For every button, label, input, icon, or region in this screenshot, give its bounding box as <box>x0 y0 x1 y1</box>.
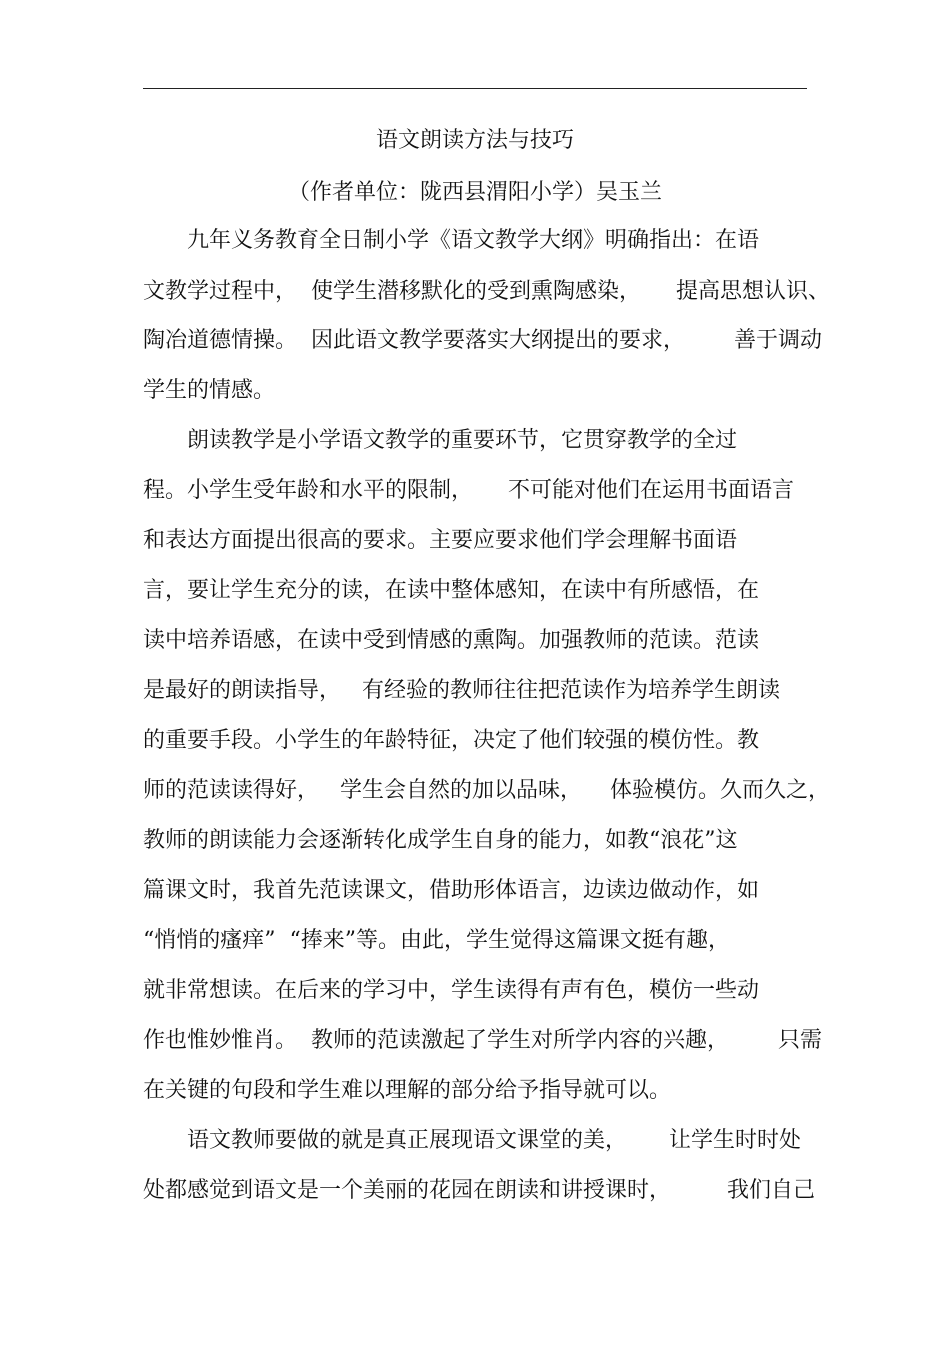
body-line-1: 九年义务教育全日制小学《语文教学大纲》明确指出：在语 <box>143 228 760 253</box>
body-line-13: 教师的朗读能力会逐渐转化成学生自身的能力，如教“浪花”这 <box>143 828 738 853</box>
body-line-9: 读中培养语感，在读中受到情感的熏陶。加强教师的范读。范读 <box>143 628 760 653</box>
author-line: （作者单位：陇西县渭阳小学）吴玉兰 <box>287 180 662 205</box>
body-line-5: 朗读教学是小学语文教学的重要环节，它贯穿教学的全过 <box>143 428 738 453</box>
body-line-14: 篇课文时，我首先范读课文，借助形体语言，边读边做动作，如 <box>143 878 760 903</box>
body-line-16: 就非常想读。在后来的学习中，学生读得有声有色，模仿一些动 <box>143 978 760 1003</box>
header-rule <box>143 88 807 89</box>
body-line-2: 文教学过程中， 使学生潜移默化的受到熏陶感染， 提高思想认识、 <box>143 279 830 304</box>
body-line-19: 语文教师要做的就是真正展现语文课堂的美， 让学生时时处 <box>143 1128 801 1153</box>
body-line-6: 程。小学生受年龄和水平的限制， 不可能对他们在运用书面语言 <box>143 478 794 503</box>
body-line-12: 师的范读读得好， 学生会自然的加以品味， 体验模仿。久而久之， <box>143 778 830 803</box>
body-line-20: 处都感觉到语文是一个美丽的花园在朗读和讲授课时， 我们自己 <box>143 1178 815 1203</box>
body-line-18: 在关键的句段和学生难以理解的部分给予指导就可以。 <box>143 1078 672 1103</box>
body-line-10: 是最好的朗读指导， 有经验的教师往往把范读作为培养学生朗读 <box>143 678 780 703</box>
body-line-3: 陶冶道德情操。 因此语文教学要落实大纲提出的要求， 善于调动 <box>143 328 822 353</box>
document-title: 语文朗读方法与技巧 <box>375 128 574 153</box>
body-line-17: 作也惟妙惟肖。 教师的范读激起了学生对所学内容的兴趣， 只需 <box>143 1028 822 1053</box>
body-line-7: 和表达方面提出很高的要求。主要应要求他们学会理解书面语 <box>143 528 738 553</box>
body-line-15: “悄悄的瘙痒” “捧来”等。由此，学生觉得这篇课文挺有趣， <box>143 928 730 953</box>
body-line-8: 言，要让学生充分的读，在读中整体感知，在读中有所感悟，在 <box>143 578 760 603</box>
body-line-11: 的重要手段。小学生的年龄特征，决定了他们较强的模仿性。教 <box>143 728 760 753</box>
body-line-4: 学生的情感。 <box>143 378 276 403</box>
